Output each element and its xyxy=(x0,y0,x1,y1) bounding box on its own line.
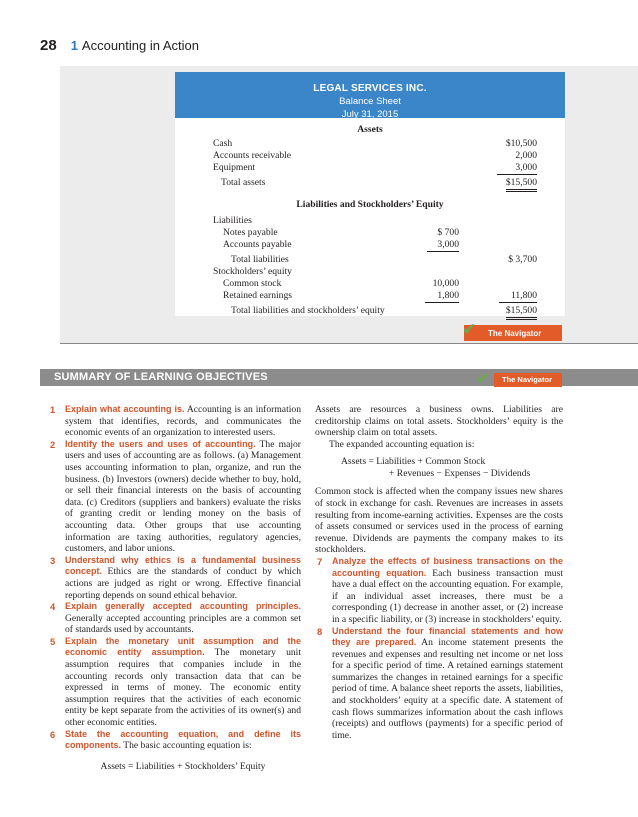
balance-sheet-header xyxy=(175,72,565,118)
objective-3 xyxy=(48,555,301,601)
total-liab-value: $ 3,700 xyxy=(508,254,537,265)
objective-text: The basic accounting equation is: xyxy=(121,740,252,752)
objective-text: An income statement presents the revenues and expenses and resulting net income or net loss for a specific period of time. A retained earnings statement summarizes the changes in retained earnings for a specific period of time. A balance sheet reports the assets, liabilities, and stockholders’ equity at a specific date. A statement of cash flows summarizes information about the cash inflows (receipts) and outflows (payments) for a specific period of time. xyxy=(332,637,563,741)
balance-sheet xyxy=(175,72,565,316)
checkmark-icon: ✔ xyxy=(462,320,477,340)
objective-number: 6 xyxy=(50,728,56,740)
total-le-row xyxy=(175,305,565,317)
summary-navigator-label: The Navigator xyxy=(502,375,553,384)
objective-number: 7 xyxy=(317,555,323,567)
objective-text: Accounting is an information system that identifies, records, and communicates the economic events of an organization to interested users. xyxy=(65,404,301,439)
se-total-value: 11,800 xyxy=(499,290,537,303)
objective-text: The major users and uses of accounting are as follows. (a) Management uses accounting information to plan, organize, and run the business. (b) Investors (owners) decide whether to buy, hold, or sell their financial interests on the basis of accounting data. (c) Creditors (suppliers and bankers) evaluate the risks of granting credit or lending money on the basis of accounting data. Other groups that use accounting information are taxing authorities, regulatory agencies, customers, and labor unions. xyxy=(65,438,302,555)
statement-name: Balance Sheet xyxy=(339,96,401,107)
objective-8 xyxy=(315,626,563,742)
ar-value: 2,000 xyxy=(515,150,537,161)
objective-number: 5 xyxy=(50,635,56,647)
re-label: Retained earnings xyxy=(223,290,292,301)
company-name: LEGAL SERVICES INC. xyxy=(313,83,427,94)
equipment-value: 3,000 xyxy=(497,162,537,175)
liabilities-row xyxy=(175,215,565,227)
objective-6 xyxy=(48,729,301,773)
common-stock-paragraph: Common stock is affected when the company issues new shares of stock in exchange for cash. Revenues are increases in assets resulting from income-earning activities. Expenses are the costs of assets consumed or services used in the process of earning revenue. Dividends are payments the company makes to its stockholders. xyxy=(315,486,563,556)
equipment-row xyxy=(175,162,565,174)
total-assets-row xyxy=(175,177,565,189)
cash-label: Cash xyxy=(213,138,233,149)
objective-title: Explain generally accepted accounting principles. xyxy=(65,601,301,612)
notes-value: $ 700 xyxy=(437,227,459,238)
total-le-label: Total liabilities and stockholders’ equity xyxy=(231,305,385,316)
objective-5 xyxy=(48,636,301,729)
expanded-equation-intro: The expanded accounting equation is: xyxy=(329,438,475,450)
se-row xyxy=(175,266,565,278)
chapter-title: Accounting in Action xyxy=(81,37,199,53)
checkmark-icon: ✔ xyxy=(476,369,491,389)
statement-date: July 31, 2015 xyxy=(341,109,399,120)
objective-title: Understand the four financial statements and how they are prepared. xyxy=(332,625,563,648)
total-assets-label: Total assets xyxy=(221,177,266,188)
ap-row xyxy=(175,239,565,251)
expanded-equation-line-2: + Revenues − Expenses − Dividends xyxy=(389,468,531,480)
ap-value: 3,000 xyxy=(427,239,459,252)
summary-title: SUMMARY OF LEARNING OBJECTIVES xyxy=(54,371,268,383)
cs-row xyxy=(175,278,565,290)
objective-number: 4 xyxy=(50,601,56,613)
basic-accounting-equation: Assets = Liabilities + Stockholders’ Equity xyxy=(100,760,266,772)
objective-number: 1 xyxy=(50,404,56,415)
assets-heading: Assets xyxy=(357,124,383,135)
summary-right-column xyxy=(315,404,563,741)
cs-value: 10,000 xyxy=(432,278,459,289)
objective-title: Explain what accounting is. xyxy=(65,404,185,414)
notes-row xyxy=(175,227,565,239)
navigator-badge xyxy=(464,325,562,341)
total-assets-value: $15,500 xyxy=(506,177,537,192)
summary-left-column xyxy=(48,404,301,778)
page-number: 28 xyxy=(40,36,57,54)
ar-label: Accounts receivable xyxy=(213,150,292,161)
ar-row xyxy=(175,150,565,162)
objective-number: 8 xyxy=(317,625,323,637)
objective-title: Analyze the effects of business transactions on the accounting equation. xyxy=(332,555,563,578)
objective-text: Ethics are the standards of conduct by which actions are judged as right or wrong. Effective financial reporting depends on sound ethical behavior. xyxy=(65,566,301,601)
notes-label: Notes payable xyxy=(223,227,278,238)
objective-title: Understand why ethics is a fundamental business concept. xyxy=(65,554,301,577)
objective-2 xyxy=(48,439,301,555)
page-header xyxy=(40,36,199,54)
cash-row xyxy=(175,138,565,150)
navigator-label: The Navigator xyxy=(488,328,542,338)
liab-equity-heading: Liabilities and Stockholders’ Equity xyxy=(296,199,444,210)
objective-text: Generally accepted accounting principles are a common set of standards used by accountants. xyxy=(65,612,301,636)
objective-title: Identify the users and uses of accounting. xyxy=(65,438,256,449)
objective-4 xyxy=(48,601,301,636)
cash-value: $10,500 xyxy=(505,138,537,149)
re-value: 1,800 xyxy=(425,290,459,303)
expanded-equation-line-1: Assets = Liabilities + Common Stock xyxy=(341,456,486,468)
objective-title: State the accounting equation, and define its components. xyxy=(65,728,301,751)
total-le-value: $15,500 xyxy=(506,305,537,320)
objective-text: Each business transaction must have a dual effect on the accounting equation. For example, if an individual asset increases, there must be a corresponding (1) decrease in another asset, or (2) increase in a specific liability, or (3) increase in stockholders’ equity. xyxy=(332,567,563,625)
total-liab-label: Total liabilities xyxy=(231,254,289,265)
objective-number: 2 xyxy=(50,438,56,450)
summary-navigator-badge xyxy=(494,373,562,387)
objective-text: The monetary unit assumption requires that companies include in the accounting records only transaction data that can be expressed in terms of money. The economic entity assumption requires that the activities of each economic entity be kept separate from the activities of its owner(s) and other economic entities. xyxy=(65,647,301,729)
se-label: Stockholders’ equity xyxy=(213,266,292,277)
liabilities-label: Liabilities xyxy=(213,215,252,226)
cs-label: Common stock xyxy=(223,278,282,289)
objective-7 xyxy=(315,556,563,626)
chapter-number: 1 xyxy=(70,37,78,53)
equipment-label: Equipment xyxy=(213,162,256,173)
ap-label: Accounts payable xyxy=(223,239,292,250)
objective-number: 3 xyxy=(50,554,56,566)
total-liab-row xyxy=(175,254,565,266)
expanded-accounting-equation xyxy=(341,456,563,480)
re-row xyxy=(175,290,565,302)
assets-liabilities-paragraph: Assets are resources a business owns. Liabilities are creditorship claims on total assets. Stockholders’ equity is the ownership claim on total assets. xyxy=(315,404,563,439)
objective-title: Explain the monetary unit assumption and the economic entity assumption. xyxy=(65,635,301,658)
objective-1 xyxy=(48,404,301,439)
